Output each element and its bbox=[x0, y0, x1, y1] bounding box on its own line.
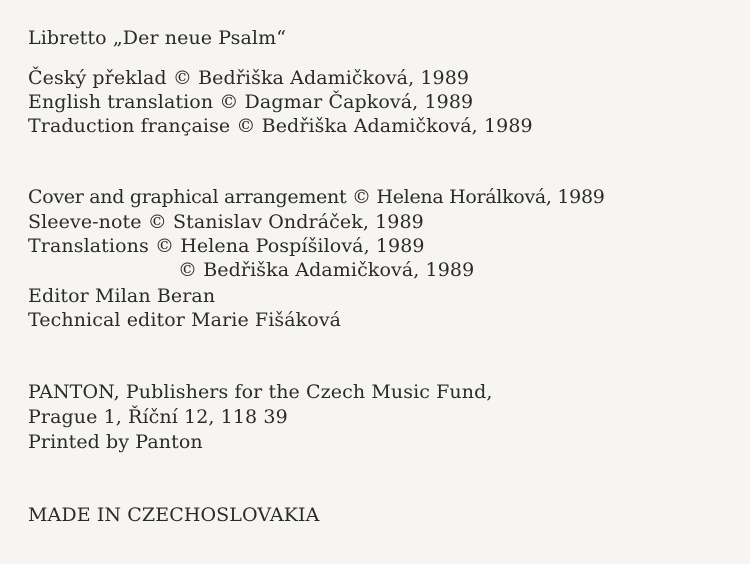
translations-credit: Translations © Helena Pospíšilová, 1989 bbox=[28, 235, 425, 257]
editor-credit: Editor Milan Beran bbox=[28, 285, 216, 307]
printer-credit: Printed by Panton bbox=[28, 431, 203, 453]
french-translation-credit: Traduction française © Bedřiška Adamičková, 1989 bbox=[28, 115, 533, 137]
made-in-label: MADE IN CZECHOSLOVAKIA bbox=[28, 504, 320, 526]
technical-editor-credit: Technical editor Marie Fišáková bbox=[28, 309, 342, 331]
libretto-title: Libretto „Der neue Psalm“ bbox=[28, 27, 287, 49]
sleeve-note-credit: Sleeve-note © Stanislav Ondráček, 1989 bbox=[28, 211, 424, 233]
publisher-address: Prague 1, Říční 12, 118 39 bbox=[28, 406, 288, 428]
english-translation-credit: English translation © Dagmar Čapková, 1989 bbox=[28, 91, 474, 113]
translations-credit-second: © Bedřiška Adamičková, 1989 bbox=[178, 259, 475, 281]
publisher-name: PANTON, Publishers for the Czech Music Fund, bbox=[28, 381, 493, 403]
cover-credit: Cover and graphical arrangement © Helena Horálková, 1989 bbox=[28, 186, 605, 208]
czech-translation-credit: Český překlad © Bedřiška Adamičková, 1989 bbox=[28, 67, 470, 89]
